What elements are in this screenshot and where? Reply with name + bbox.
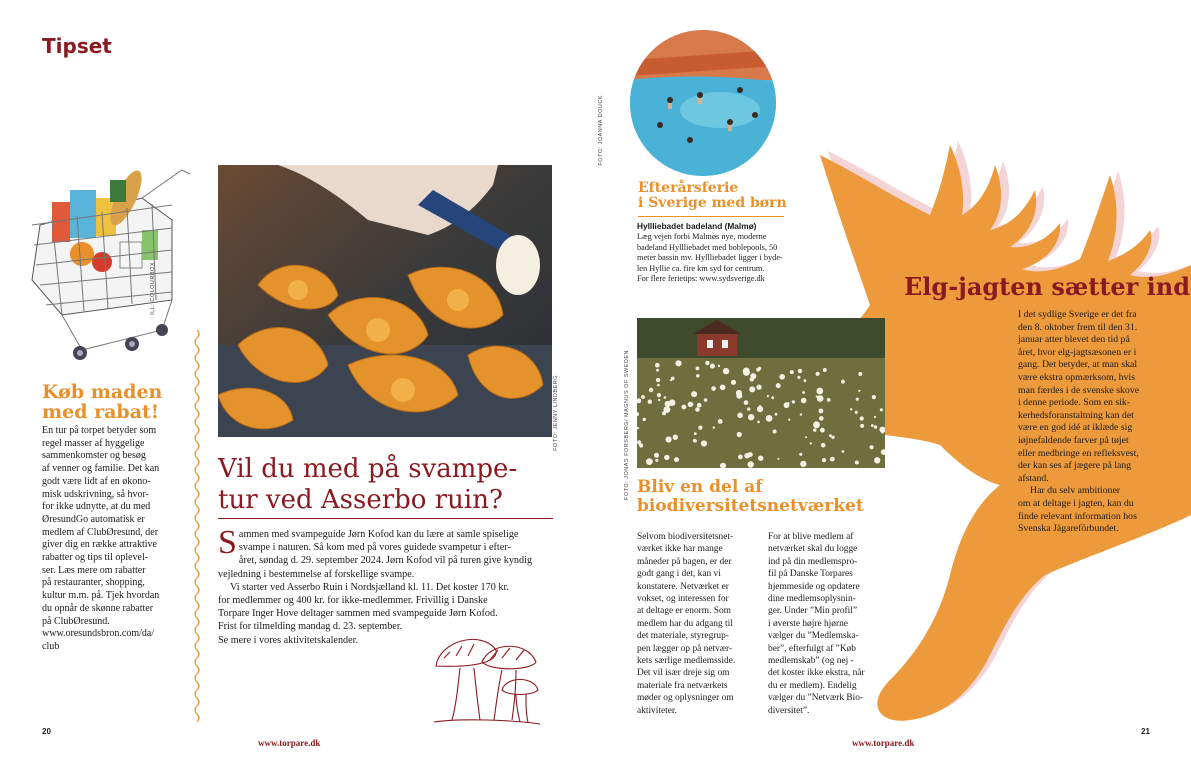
daisy	[801, 398, 807, 404]
daisy	[816, 372, 820, 376]
daisy	[641, 395, 645, 399]
daisy	[711, 386, 716, 391]
daisy	[694, 432, 697, 435]
elg-title: Elg-jagten sætter ind	[904, 272, 1191, 301]
daisy	[656, 378, 660, 382]
daisy	[766, 415, 773, 422]
efterars-body: Hyllliebadet badeland (Malmø) Læg vejen forbi Malmøs nye, moderne badeland Hyllliebadet med boblepools, 50 meter bassin mv. Hyllliebadet ligger i byde- len Hyllie ca. fire km syd for centrum. For flere ferietips: www.sydsverige.dk	[637, 221, 783, 284]
efterars-rule	[638, 216, 784, 217]
daisy	[803, 379, 806, 382]
daisy	[666, 436, 672, 442]
daisy	[710, 364, 715, 369]
daisy	[696, 367, 700, 371]
url-left: www.torpare.dk	[258, 738, 321, 748]
daisy	[664, 455, 669, 460]
daisy	[819, 409, 824, 414]
daisy	[860, 424, 864, 428]
daisy	[720, 385, 726, 391]
elg-body: I det sydlige Sverige er det fra den 8. oktober frem til den 31. januar atter blevet den tid på året, hvor elg-jagtsæsonen er i gang. Det betyder, at man skal være ekstra opmærksom, hvis man færdes i de svenske skove i denne periode. Som en sik- kerhedsforanstaltning kan det være en god idé at iklæde sig iøjnefaldende farver på tøjet eller medbringe en refleksvest, der kan ses af jægere på lang afstand. Har du selv ambitioner om at deltage i jagten, kan du finde relevant information hos Svenska Jägareförbundet.	[1018, 309, 1140, 535]
daisy	[816, 396, 818, 398]
daisy	[813, 421, 820, 428]
daisy	[771, 396, 774, 399]
daisy	[718, 365, 720, 367]
shopping-cart-illustration	[22, 150, 192, 365]
daisy	[654, 453, 659, 458]
daisy	[648, 400, 652, 404]
daisy	[855, 461, 859, 465]
daisy	[737, 432, 742, 437]
daisy	[860, 416, 864, 420]
daisy	[657, 384, 660, 387]
daisy	[669, 399, 676, 406]
daisy	[744, 400, 749, 405]
bio-title: Bliv en del af biodiversitetsnetværket	[637, 477, 864, 516]
daisy	[798, 369, 802, 373]
daisy	[850, 408, 852, 410]
daisy	[792, 400, 795, 403]
daisy	[788, 419, 790, 421]
daisy	[713, 426, 715, 428]
daisy	[655, 459, 658, 462]
daisy	[841, 380, 845, 384]
daisy	[675, 360, 681, 366]
daisy	[738, 455, 743, 460]
daisy	[646, 458, 653, 465]
daisy	[821, 443, 826, 448]
efterars-title: Efterårsferie i Sverige med børn	[638, 180, 787, 211]
daisy	[643, 418, 646, 421]
svampetur-body: S ammen med svampeguide Jørn Kofod kan du lære at samle spiselige svampe i naturen. Så kom med på vores guidede svampetur i efter- året, søndag d. 29. september 2024. Jørn Kofod vil på turen give kyndig vejledning i bestemmelse af forskellige svampe. Vi starter ved Asserbo Ruin i Nordsjælland kl. 11. Det koster 170 kr. for medlemmer og 400 kr. for ikke-medlemmer. Frivillig i Danske Torpare Inger Hove deltager sammen med svampeguide Jørn Kofod. Frist for tilmelding mandag d. 23. september. Se mere i vores aktivitetskalender.	[218, 524, 533, 646]
daisy	[756, 368, 760, 372]
daisy	[830, 457, 835, 462]
daisy	[810, 442, 812, 444]
daisy	[802, 391, 805, 394]
daisy	[819, 416, 824, 421]
daisy	[701, 440, 707, 446]
daisy	[880, 408, 883, 411]
rabat-heading: Køb maden med rabat!	[42, 381, 163, 423]
daisy	[856, 398, 859, 401]
mushroom-illustration	[432, 628, 542, 728]
pool-photo	[630, 30, 776, 176]
daisy	[758, 407, 763, 412]
daisy	[671, 377, 675, 381]
daisy	[855, 411, 858, 414]
daisy	[776, 383, 781, 388]
bio-column-1: Selvom biodiversitetsnet- værket ikke har mange måneder på bagen, er der godt gang i det, kan vi konstatere. Netværket er vokset, og interessen for at deltage er enorm. Som medlem har du adgang til det materiale, styregrup- pen lægger op på netvær- kets særlige medlemsside. Det vil især dreje sig om materiale fra netværkets møder og oplysninger om aktiviteter.	[637, 532, 736, 716]
section-tag: Tipset	[42, 34, 112, 58]
daisy	[697, 403, 702, 408]
daisy	[656, 369, 659, 372]
pool-photo-credit: FOTO: JOANNA DOUCK	[598, 95, 604, 166]
page-number-right: 21	[1141, 727, 1150, 736]
daisy	[737, 413, 743, 419]
daisy	[743, 368, 750, 375]
daisy	[775, 413, 778, 416]
daisy	[756, 385, 761, 390]
daisy	[664, 396, 667, 399]
daisy	[872, 395, 876, 399]
daisy	[823, 368, 827, 372]
daisy	[800, 461, 806, 467]
meadow-photo-credit: FOTO: JONAS FORSBERG/ MAGNUS OF SWEDEN	[624, 350, 630, 500]
cart-photo-credit: ILL: COLOURBOX	[150, 262, 156, 315]
chanterelle-photo	[218, 165, 552, 437]
daisy	[813, 428, 816, 431]
daisy	[750, 453, 753, 456]
daisy	[773, 430, 777, 434]
page-number-left: 20	[42, 727, 51, 736]
daisy	[777, 458, 779, 460]
daisy	[870, 445, 874, 449]
daisy	[662, 411, 666, 415]
daisy	[779, 374, 785, 380]
daisy	[736, 393, 742, 399]
daisy	[731, 380, 736, 385]
daisy	[790, 370, 794, 374]
daisy	[874, 457, 880, 463]
daisy	[822, 458, 826, 462]
daisy	[639, 443, 643, 447]
daisy	[698, 426, 702, 430]
daisy	[695, 407, 700, 412]
daisy	[693, 439, 697, 443]
daisy	[750, 377, 754, 381]
daisy	[673, 435, 678, 440]
daisy	[705, 361, 709, 365]
daisy	[757, 421, 760, 424]
daisy	[800, 413, 802, 415]
daisy	[842, 450, 845, 453]
daisy	[691, 403, 693, 405]
svampetur-title: Vil du med på svampe- tur ved Asserbo ruin?	[218, 454, 518, 515]
daisy	[820, 428, 825, 433]
daisy	[758, 456, 763, 461]
daisy	[817, 395, 824, 402]
meadow-photo	[637, 318, 885, 468]
daisy	[827, 398, 831, 402]
daisy	[658, 399, 660, 401]
daisy	[682, 405, 687, 410]
bio-column-2: For at blive medlem af netværket skal du logge ind på din medlemspro- fil på Danske Torpares hjemmeside og opdatere dine medlemsoplysnin- ger. Under ”Min profil” i øverste højre hjørne vælger du ”Medlemska- ber”, efterfulgt af ”Køb medlemskab” (og nej - det koster ikke ekstra, når du er medlem). Endelig vælger du ”Netværk Bio- diversitet”.	[768, 532, 865, 716]
dropcap: S	[218, 524, 237, 561]
wavy-divider	[192, 330, 202, 722]
daisy	[704, 398, 708, 402]
daisy	[816, 388, 823, 395]
daisy	[747, 407, 750, 410]
daisy	[748, 461, 754, 467]
daisy	[696, 374, 700, 378]
daisy	[691, 391, 697, 397]
daisy	[723, 368, 729, 374]
daisy	[767, 395, 769, 397]
daisy	[799, 453, 802, 456]
daisy	[858, 372, 862, 376]
daisy	[674, 457, 679, 462]
chanterelle-photo-credit: FOTO: JENNY LINDBERG	[553, 375, 559, 451]
daisy	[649, 388, 653, 392]
svampetur-rule	[218, 518, 553, 519]
rabat-body: En tur på torpet betyder som regel masser af hyggelige sammenkomster og besøg af venner og familie. Det kan godt være lidt af en økono- misk udskrivning, så hvor- for ikke udnytte, at du med ØresundGo automatisk er medlem af ClubØresund, der giver dig en række attraktive rabatter og tips til oplevel- ser. Læs mere om rabatter på restauranter, shopping, kultur m.m. på. Tjek hvordan du opnår de skønne rabatter på ClubØresund. www.oresundsbron.com/da/ club	[42, 425, 160, 652]
daisy	[655, 363, 660, 368]
daisy	[787, 402, 789, 404]
daisy	[748, 414, 754, 420]
daisy	[749, 386, 755, 392]
daisy	[744, 453, 750, 459]
daisy	[718, 419, 723, 424]
url-right: www.torpare.dk	[852, 738, 915, 748]
daisy	[874, 425, 878, 429]
daisy	[871, 424, 874, 427]
daisy	[858, 390, 860, 392]
daisy	[805, 436, 807, 438]
daisy	[874, 416, 876, 418]
daisy	[829, 434, 832, 437]
daisy	[657, 393, 661, 397]
daisy	[881, 431, 884, 434]
daisy	[797, 376, 800, 379]
